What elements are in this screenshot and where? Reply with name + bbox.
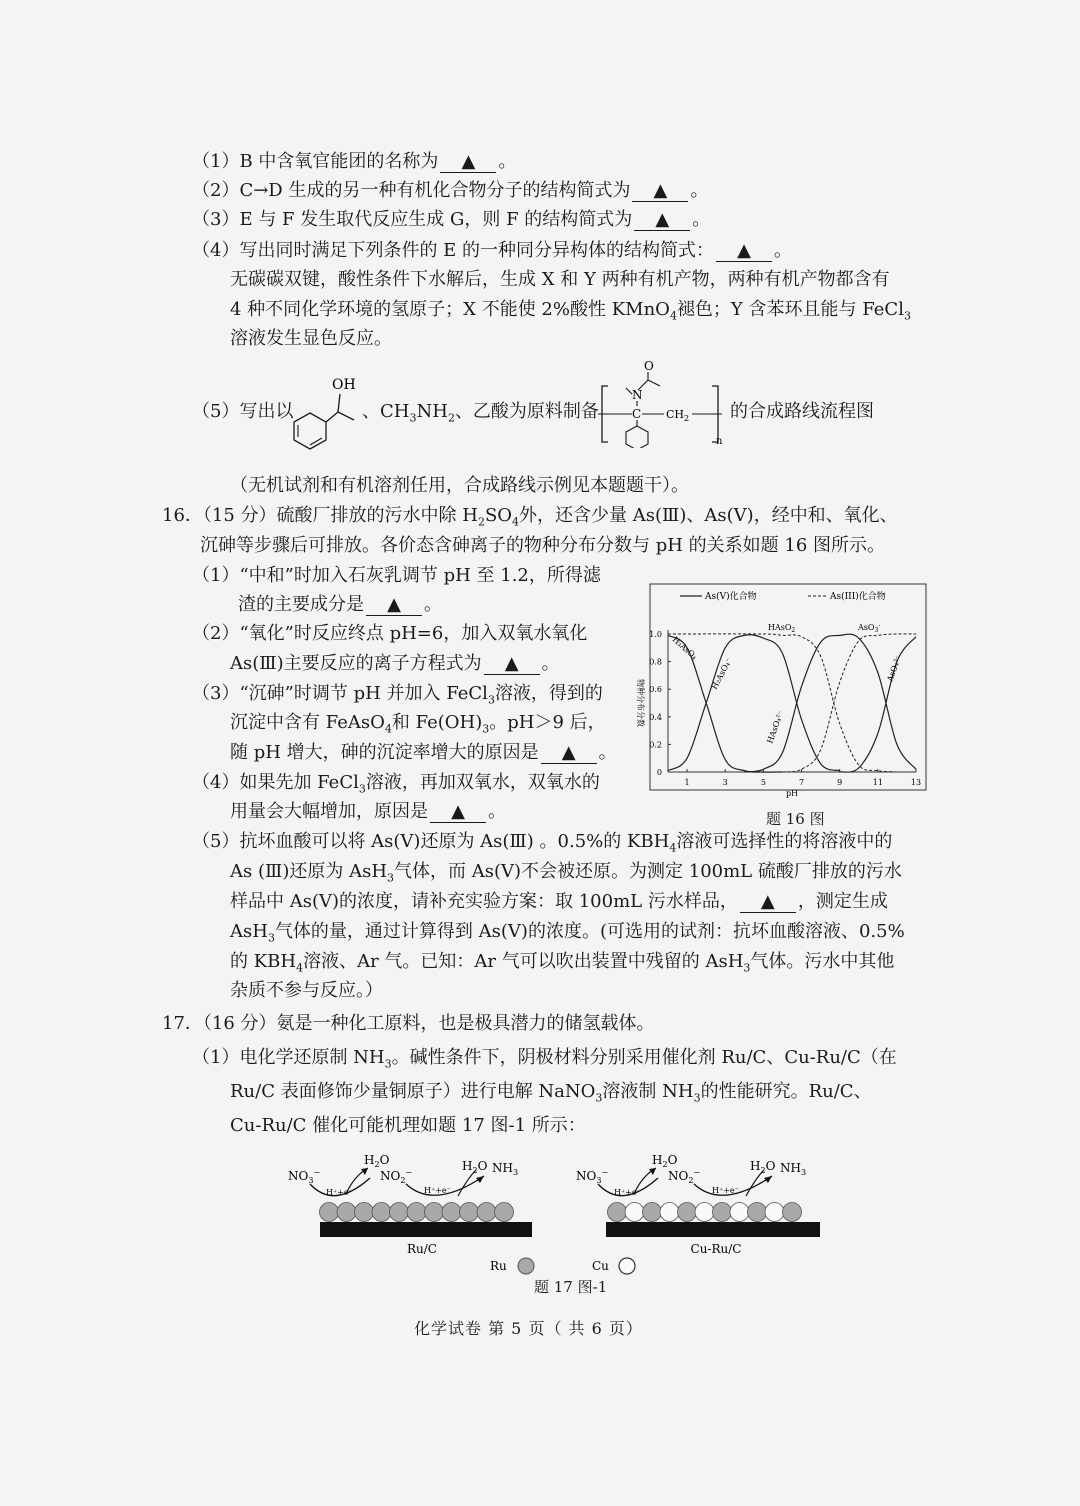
cu-atom xyxy=(660,1203,679,1222)
x-tick-label: 13 xyxy=(910,778,922,787)
ru-atom xyxy=(390,1203,409,1222)
annotation-asO3: AsO$_3$- xyxy=(858,622,881,634)
cu-ru-c-he-label-2: H⁺+e⁻ xyxy=(712,1186,739,1195)
q16-part4-line1: （4）如果先加 FeCl$_3$溶液，再加双氧水，双氧水的 xyxy=(192,772,600,796)
q16-part5-line3: 样品中 As(Ⅴ)的浓度，请补充实验方案：取 100mL 污水样品， ▲ ，测定生成 xyxy=(230,891,888,912)
q17-part1-line1: （1）电化学还原制 $NH_3$。碱性条件下，阴极材料分别采用催化剂 Ru/C、Cu-Ru/C（在 xyxy=(192,1047,897,1071)
answer-blank[interactable]: ▲ xyxy=(366,595,422,616)
y-tick-label: 0 xyxy=(656,768,662,777)
q16-part5-line6: 杂质不参与反应。） xyxy=(230,980,383,1001)
x-tick-label: 5 xyxy=(760,778,766,787)
q16-part5-line2: As (Ⅲ)还原为 AsH$_3$气体，而 As(Ⅴ)不会被还原。为测定 100mL 硫酸厂排放的污水 xyxy=(230,861,902,885)
ru-atom xyxy=(608,1203,627,1222)
q16-part5-line4: AsH$_3$气体的量，通过计算得到 As(Ⅴ)的浓度。(可选用的试剂：抗坏血酸溶液、0.5% xyxy=(230,921,905,945)
cu-ru-c-electrode xyxy=(606,1222,820,1237)
q16-part1-line1: （1）“中和”时加入石灰乳调节 pH 至 1.2，所得滤 xyxy=(192,565,601,586)
q17-part1-line3: Cu-Ru/C 催化可能机理如题 17 图-1 所示： xyxy=(230,1115,586,1136)
ru-atom xyxy=(425,1203,444,1222)
legend-cu-label: Cu xyxy=(592,1259,609,1273)
q15-part4: （4）写出同时满足下列条件的 E 的一种同分异构体的结构简式： ▲ 。 xyxy=(192,240,793,261)
answer-blank[interactable]: ▲ xyxy=(634,210,690,231)
ru-atom xyxy=(748,1203,767,1222)
annotation-hasO2: HAsO$_2$ xyxy=(768,623,796,634)
cu-atom xyxy=(730,1203,749,1222)
carbonyl-o-label: O xyxy=(644,359,654,373)
ru-atom xyxy=(355,1203,374,1222)
cu-atom xyxy=(695,1203,714,1222)
carbon-label: C xyxy=(632,407,642,421)
oh-label: OH xyxy=(332,377,356,393)
ru-atom xyxy=(678,1203,697,1222)
cu-ru-c-h2o-label-2: $H_2O$ xyxy=(750,1159,776,1175)
ru-c-label: Ru/C xyxy=(407,1242,437,1256)
q16-part2-line1: （2）“氧化”时反应终点 pH=6，加入双氧水氧化 xyxy=(192,623,588,644)
species-distribution-chart xyxy=(620,578,930,800)
q16-part2-line2: As(Ⅲ)主要反应的离子方程式为 ▲ 。 xyxy=(230,653,560,674)
q16-part3-line1: （3）“沉砷”时调节 pH 并加入 FeCl$_3$溶液，得到的 xyxy=(192,683,603,707)
cu-ru-c-no2-label: $NO_2^-$ xyxy=(668,1168,701,1185)
series-line-5 xyxy=(782,634,916,772)
ru-atom xyxy=(460,1203,479,1222)
q16-part5-line1: （5）抗坏血酸可以将 As(Ⅴ)还原为 As(Ⅲ) 。0.5%的 $KBH_4$溶液可选择性的将溶液中的 xyxy=(192,831,893,855)
polymer-structure xyxy=(598,356,732,448)
ru-c-electrode xyxy=(320,1222,532,1237)
cu-ru-c-label: Cu-Ru/C xyxy=(690,1242,742,1256)
ru-c-no3-label: $NO_3^-$ xyxy=(288,1168,321,1185)
legend-entry-asiii: As(III)化合物 xyxy=(830,592,886,602)
q16-part1-line2: 渣的主要成分是 ▲ 。 xyxy=(238,594,442,615)
q16-stem-line2: 沉砷等步骤后可排放。各价态含砷离子的物种分布分数与 pH 的关系如题 16 图所示。 xyxy=(200,535,886,556)
q15-part4-line2: 无碳碳双键，酸性条件下水解后，生成 X 和 Y 两种有机产物，两种有机产物都含有 xyxy=(230,269,890,290)
answer-blank[interactable]: ▲ xyxy=(484,654,540,675)
ru-atom xyxy=(407,1203,426,1222)
ru-c-he-label-2: H⁺+e⁻ xyxy=(424,1186,451,1195)
y-tick-label: 0.2 xyxy=(649,740,662,750)
answer-blank[interactable]: ▲ xyxy=(440,152,496,173)
q15-part4-line3: 4 种不同化学环境的氢原子；X 不能使 2%酸性 KMnO$_4$褪色；Y 含苯环且能与 FeCl$_3$ xyxy=(230,299,911,323)
annotation-haso4: HAsO₄²⁻ xyxy=(765,709,786,745)
x-tick-label: 11 xyxy=(872,778,883,787)
cu-ru-c-nh3-label: $NH_3$ xyxy=(780,1161,807,1177)
ru-atom xyxy=(713,1203,732,1222)
cu-atom xyxy=(765,1203,784,1222)
ru-c-he-label-1: H⁺+e⁻ xyxy=(326,1188,353,1197)
y-tick-label: 1.0 xyxy=(649,630,662,639)
answer-blank[interactable]: ▲ xyxy=(541,743,597,764)
cu-atom xyxy=(625,1203,644,1222)
answer-blank[interactable]: ▲ xyxy=(632,181,688,202)
ru-c-arrowhead xyxy=(476,1176,484,1183)
ru-atom xyxy=(372,1203,391,1222)
cu-ru-c-arrowhead xyxy=(764,1176,772,1183)
cu-ru-c-h2o-label-1: $H_2O$ xyxy=(652,1153,678,1169)
ru-atom xyxy=(783,1203,802,1222)
q15-part5-b: 、$CH_3NH_2$、乙酸为原料制备 xyxy=(362,401,599,425)
cu-ru-c-no3-label: $NO_3^-$ xyxy=(576,1168,609,1185)
answer-blank[interactable]: ▲ xyxy=(430,802,486,823)
y-tick-label: 0.8 xyxy=(649,657,662,667)
q15-part5-line2: （无机试剂和有机溶剂任用，合成路线示例见本题题干）。 xyxy=(230,475,689,496)
q16-part4-line2: 用量会大幅增加，原因是 ▲ 。 xyxy=(230,801,506,822)
x-tick-label: 1 xyxy=(684,778,690,787)
phenylethanol-structure xyxy=(282,370,374,452)
q15-part5-a: （5）写出以 xyxy=(192,401,294,422)
q17-part1-line2: Ru/C 表面修饰少量铜原子）进行电解 NaNO$_3$溶液制 $NH_3$的性能研究。Ru/C、 xyxy=(230,1081,872,1105)
y-tick-label: 0.6 xyxy=(649,685,662,695)
legend-cu-swatch xyxy=(619,1258,635,1274)
ru-c-h2o-label-2: $H_2O$ xyxy=(462,1159,488,1175)
ru-c-no2-label: $NO_2^-$ xyxy=(380,1168,413,1185)
q15-part5-e: 的合成路线流程图 xyxy=(730,401,874,422)
ru-atom xyxy=(442,1203,461,1222)
annotation-aso4: AsO₄³⁻ xyxy=(885,654,904,683)
repeat-n-label: n xyxy=(716,436,723,447)
ru-c-h2o-label-1: $H_2O$ xyxy=(364,1153,390,1169)
legend-entry-asv: As(V)化合物 xyxy=(705,592,757,602)
legend-ru-swatch xyxy=(518,1258,534,1274)
legend-ru-label: Ru xyxy=(490,1259,507,1273)
q16-part3-line3: 随 pH 增大，砷的沉淀率增大的原因是 ▲ 。 xyxy=(230,742,617,763)
x-tick-label: 7 xyxy=(798,778,805,787)
q17-figure-caption: 题 17 图-1 xyxy=(534,1278,608,1296)
x-tick-label: 9 xyxy=(837,778,843,787)
series-line-2 xyxy=(744,634,916,772)
cu-ru-c-he-label-1: H⁺+e⁻ xyxy=(614,1188,641,1197)
ru-atom xyxy=(477,1203,496,1222)
q16-part5-line5: 的 $KBH_4$溶液、Ar 气。已知：Ar 气可以吹出装置中残留的 AsH$_3$气体。污水中其他 xyxy=(230,951,895,975)
ru-atom xyxy=(320,1203,339,1222)
answer-blank[interactable]: ▲ xyxy=(740,892,796,913)
annotation-h3aso4: H₃AsO₄ xyxy=(670,634,699,662)
page-footer: 化学试卷 第 5 页（ 共 6 页） xyxy=(414,1319,643,1338)
q15-part2: （2）C→D 生成的另一种有机化合物分子的结构简式为 ▲ 。 xyxy=(192,180,709,201)
annotation-h2aso4: H₂AsO₄⁻ xyxy=(709,656,734,691)
q15-part4-line4: 溶液发生显色反应。 xyxy=(230,328,392,349)
answer-blank[interactable]: ▲ xyxy=(716,241,772,262)
x-axis-label: pH xyxy=(785,789,799,798)
y-tick-label: 0.4 xyxy=(649,712,662,722)
q17-stem: 17．（16 分）氨是一种化工原料，也是极具潜力的储氢载体。 xyxy=(162,1013,655,1034)
q15-part1: （1）B 中含氧官能团的名称为 ▲ 。 xyxy=(192,151,517,172)
q16-stem-line1: 16．（15 分）硫酸厂排放的污水中除 $H_2SO_4$外，还含少量 As(Ⅲ)、As(Ⅴ)，经中和、氧化、 xyxy=(162,505,898,529)
ru-c-nh3-label: $NH_3$ xyxy=(492,1161,519,1177)
q16-figure-caption: 题 16 图 xyxy=(766,810,825,828)
ru-atom xyxy=(337,1203,356,1222)
ch2-label: $CH_2$ xyxy=(666,408,690,423)
chart-frame xyxy=(650,584,926,790)
q16-part3-line2: 沉淀中含有 FeAsO$_4$和 $Fe(OH)_3$。pH＞9 后， xyxy=(230,712,606,736)
q15-part3: （3）E 与 F 发生取代反应生成 G，则 F 的结构简式为 ▲ 。 xyxy=(192,209,711,230)
series-line-0 xyxy=(668,635,782,772)
ru-atom xyxy=(495,1203,514,1222)
ru-atom xyxy=(643,1203,662,1222)
x-tick-label: 3 xyxy=(722,778,728,787)
nitrogen-label: N xyxy=(632,388,643,402)
y-axis-label: 物种分布分数 xyxy=(636,679,645,727)
